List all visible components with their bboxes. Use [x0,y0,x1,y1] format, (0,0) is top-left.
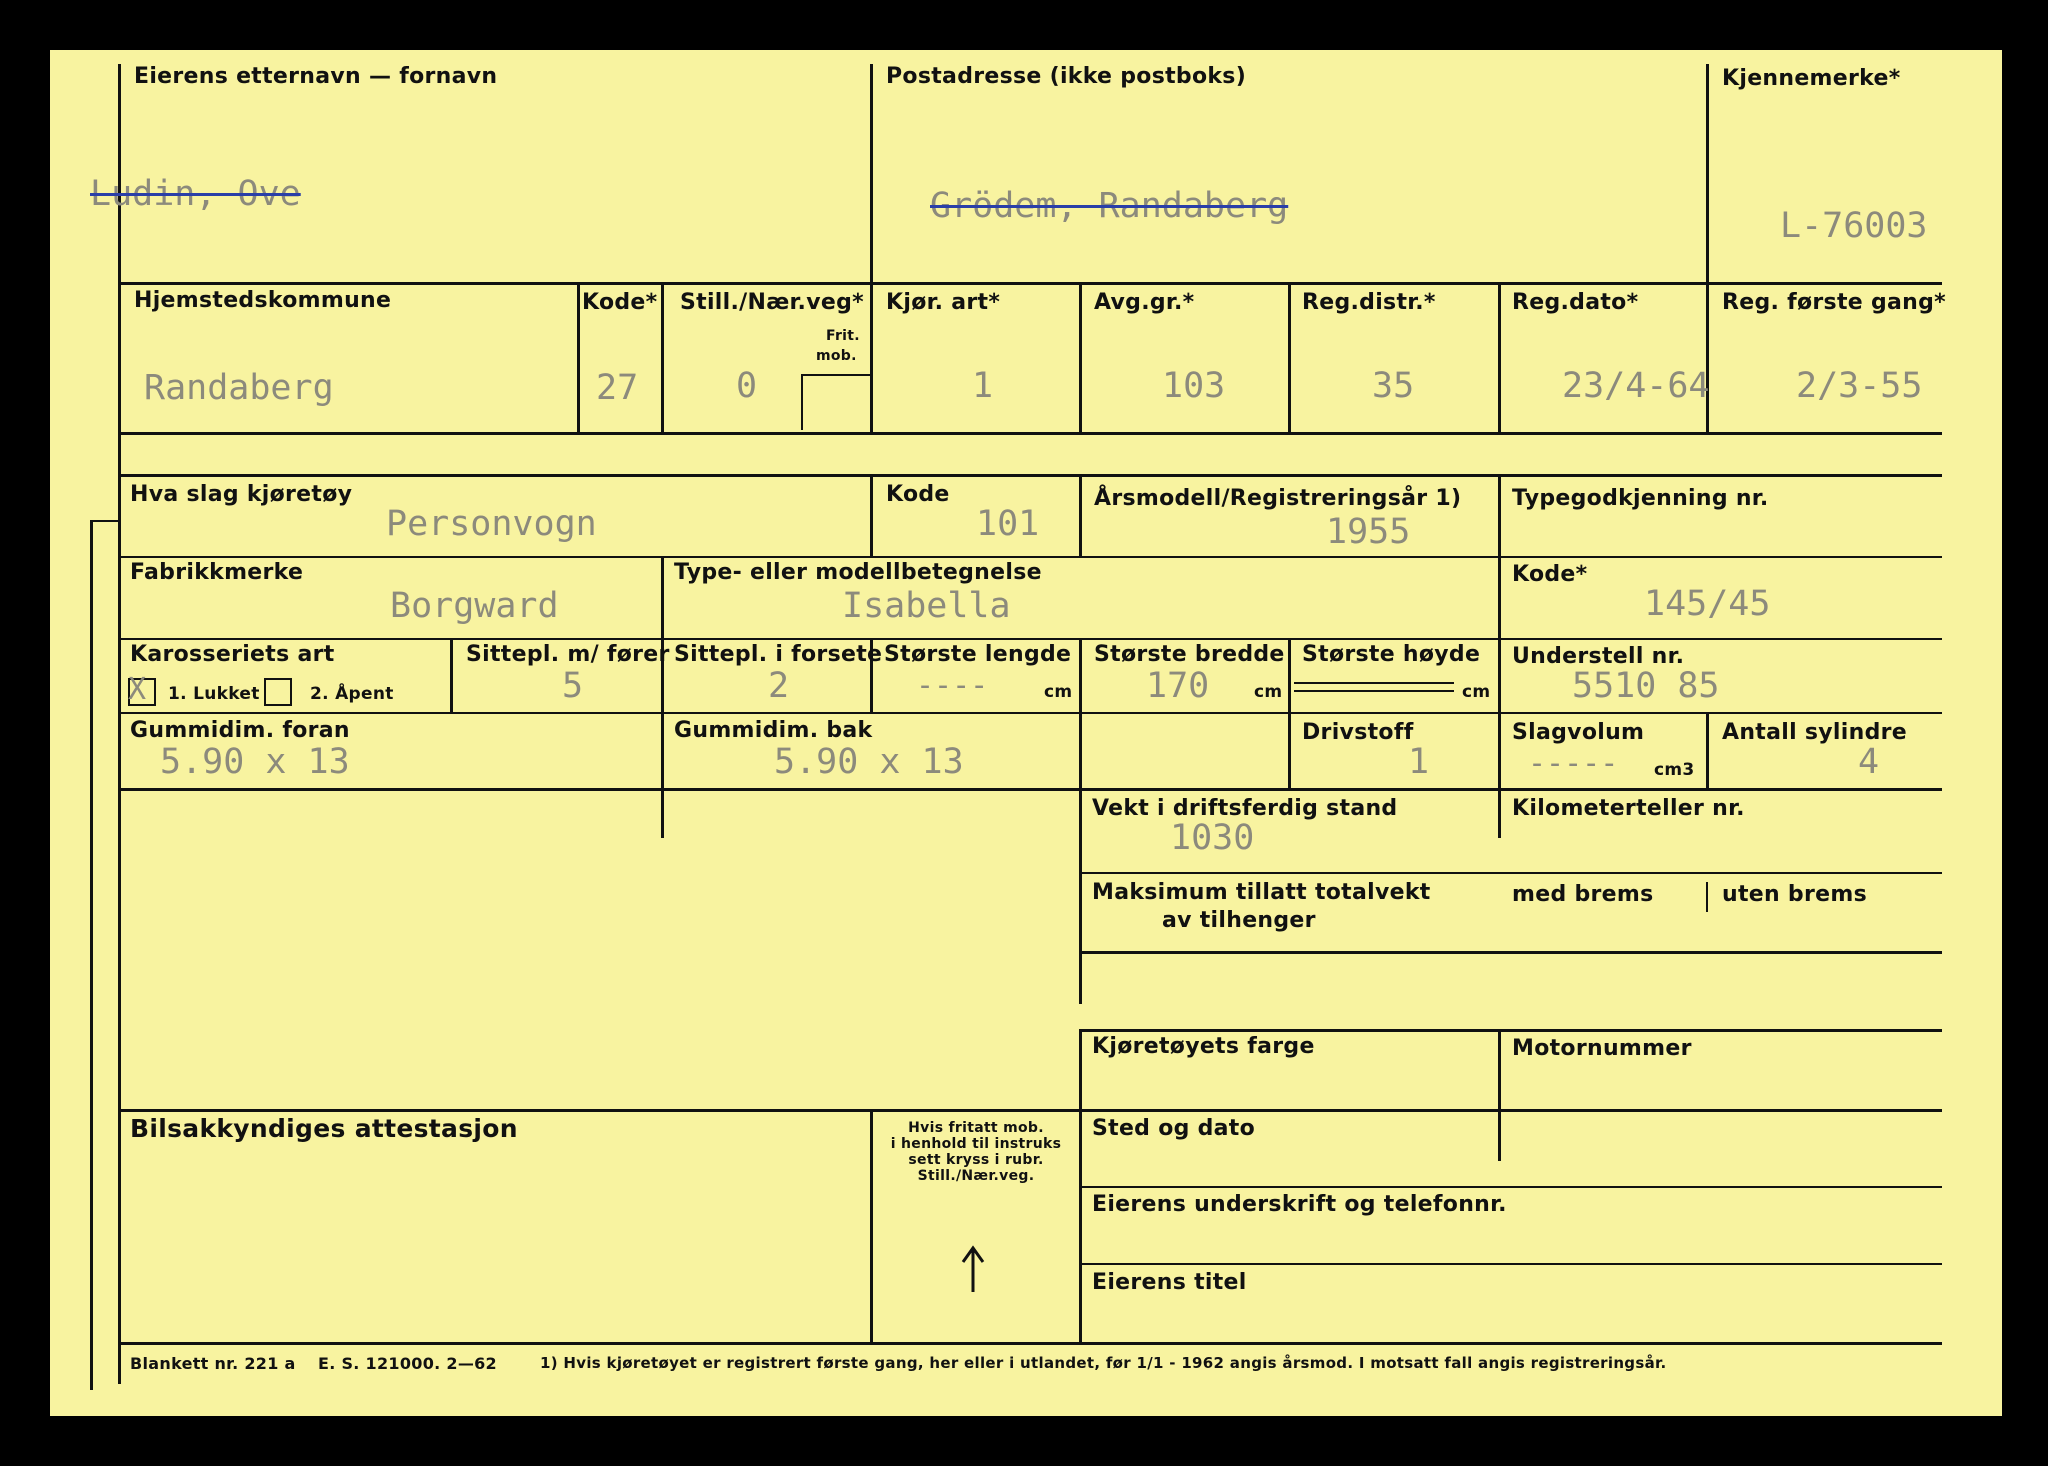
margin-line [90,520,120,522]
hoyde-unit: cm [1462,682,1491,702]
hline [118,556,1942,558]
vline [870,474,873,556]
fabrikk-label: Fabrikkmerke [130,560,304,585]
regforste-label: Reg. første gang* [1722,290,1946,315]
hline [118,788,1942,791]
still-label: Still./Nær.veg* [680,290,864,315]
plate-value: L-76003 [1780,206,1928,246]
vline [450,638,453,712]
lukket-label: 1. Lukket [168,684,260,704]
owner-name-value: Ludin, Ove [90,174,301,214]
vline [870,1109,873,1342]
hjemsted-label: Hjemstedskommune [134,288,392,313]
hline [1079,872,1942,874]
hline [118,1342,1942,1345]
kjor-art-label: Kjør. art* [886,290,1001,315]
hline [1079,1263,1942,1265]
gummi-bak-value: 5.90 x 13 [774,742,964,782]
vehicle-kode-value: 101 [976,504,1040,544]
underskrift-label: Eierens underskrift og telefonnr. [1092,1192,1507,1217]
frit-box-line [801,374,871,376]
sylindre-value: 4 [1858,742,1880,782]
regdato-label: Reg.dato* [1512,290,1639,315]
vline [1079,282,1082,432]
lengde-value: ---- [916,668,989,703]
address-label: Postadresse (ikke postboks) [886,64,1247,89]
drivstoff-value: 1 [1408,742,1430,782]
slag-label: Hva slag kjøretøy [130,482,353,507]
vline [1079,788,1082,1004]
fabrikk-value: Borgward [390,586,559,626]
frit-label: Frit. [826,328,860,344]
hline [118,474,1942,477]
gummi-foran-label: Gummidim. foran [130,718,350,743]
hline [1079,1186,1942,1188]
sittepl-forsete-label: Sittepl. i forsete [674,642,883,667]
vline [661,282,664,432]
still-value: 0 [736,366,758,406]
vline [1288,282,1291,432]
vline [870,64,873,434]
kilometer-label: Kilometerteller nr. [1512,796,1745,821]
regdistr-value: 35 [1372,366,1415,406]
uten-brems-label: uten brems [1722,882,1867,907]
regdato-value: 23/4-64 [1562,366,1710,406]
vline [1706,712,1709,788]
kode2-value: 145/45 [1644,584,1771,624]
lengde-label: Største lengde [884,642,1072,667]
drivstoff-label: Drivstoff [1302,720,1414,745]
vline [1498,282,1501,432]
blankett-number: Blankett nr. 221 a [130,1354,296,1373]
fritatt-line: Still./Nær.veg. [917,1168,1035,1184]
fritatt-line: Hvis fritatt mob. [908,1120,1044,1136]
vline [1079,474,1082,556]
regforste-value: 2/3-55 [1796,366,1923,406]
fritatt-note [876,1120,1076,1184]
hjemsted-value: Randaberg [144,368,334,408]
arsmodell-value: 1955 [1326,512,1411,552]
med-brems-label: med brems [1512,882,1654,907]
left-border-line [118,64,121,1384]
address-value: Grödem, Randaberg [930,186,1289,226]
vline [1706,882,1708,912]
hline [118,282,1942,285]
kjor-art-value: 1 [972,366,994,406]
gummi-foran-value: 5.90 x 13 [160,742,350,782]
avg-label: Avg.gr.* [1094,290,1195,315]
slag-value: Personvogn [386,504,597,544]
bredde-unit: cm [1254,682,1283,702]
type-label: Type- eller modellbetegnelse [674,560,1042,585]
motor-label: Motornummer [1512,1036,1692,1061]
typegodk-label: Typegodkjenning nr. [1512,486,1769,511]
frit-box-line [801,374,803,430]
vline [1079,1109,1082,1342]
hline [118,1109,1942,1112]
slagvolum-value: ----- [1528,746,1619,781]
fritatt-line: i henhold til instruks [890,1136,1062,1152]
regdistr-label: Reg.distr.* [1302,290,1436,315]
bredde-label: Største bredde [1094,642,1285,667]
kode-label: Kode* [582,290,658,315]
hline [118,432,1942,435]
arsmodell-label: Årsmodell/Registreringsår 1) [1094,486,1462,511]
maks-label-1: Maksimum tillatt totalvekt [1092,880,1431,905]
vline [661,556,664,838]
hoyde-strike [1294,690,1454,692]
lengde-unit: cm [1044,682,1073,702]
hline [118,712,1942,714]
vline [1498,1029,1501,1161]
margin-line [90,520,93,1390]
slagvolum-label: Slagvolum [1512,720,1645,745]
registration-card [50,50,2002,1416]
vline [577,282,580,432]
lukket-check-mark: X [128,672,147,707]
karosseri-label: Karosseriets art [130,642,335,667]
avg-value: 103 [1162,366,1226,406]
gummi-bak-label: Gummidim. bak [674,718,873,743]
slagvolum-unit: cm3 [1654,760,1695,780]
kode-value: 27 [596,368,639,408]
attest-title: Bilsakkyndiges attestasjon [130,1114,518,1143]
sittepl-forer-value: 5 [562,666,584,706]
understell-label: Understell nr. [1512,644,1685,669]
plate-label: Kjennemerke* [1722,66,1901,91]
sittepl-forsete-value: 2 [768,666,790,706]
hline [118,638,1942,640]
footnote: 1) Hvis kjøretøyet er registrert første gang, her eller i utlandet, før 1/1 - 1962 angis årsmod. I motsatt fall angis registreringsår. [540,1354,1667,1372]
titel-label: Eierens titel [1092,1270,1247,1295]
hoyde-strike [1294,682,1454,684]
vline [1498,474,1501,838]
kode2-label: Kode* [1512,562,1588,587]
sittepl-forer-label: Sittepl. m/ fører [466,642,670,667]
maks-label-2: av tilhenger [1162,908,1316,933]
bredde-value: 170 [1146,666,1210,706]
mob-label: mob. [816,348,857,364]
vekt-value: 1030 [1170,818,1255,858]
arrow-up-icon [958,1244,988,1294]
type-value: Isabella [842,586,1011,626]
apent-label: 2. Åpent [310,684,394,704]
owner-name-label: Eierens etternavn — fornavn [134,64,498,89]
hoyde-label: Største høyde [1302,642,1481,667]
farge-label: Kjøretøyets farge [1092,1034,1315,1059]
sylindre-label: Antall sylindre [1722,720,1907,745]
vehicle-kode-label: Kode [886,482,950,507]
es-number: E. S. 121000. 2—62 [318,1354,497,1373]
understell-value: 5510 85 [1572,666,1720,706]
hline [1079,1029,1942,1032]
hline [1079,951,1942,954]
fritatt-line: sett kryss i rubr. [908,1152,1044,1168]
apent-checkbox[interactable] [264,678,292,706]
sted-label: Sted og dato [1092,1116,1256,1141]
vekt-label: Vekt i driftsferdig stand [1092,796,1398,821]
